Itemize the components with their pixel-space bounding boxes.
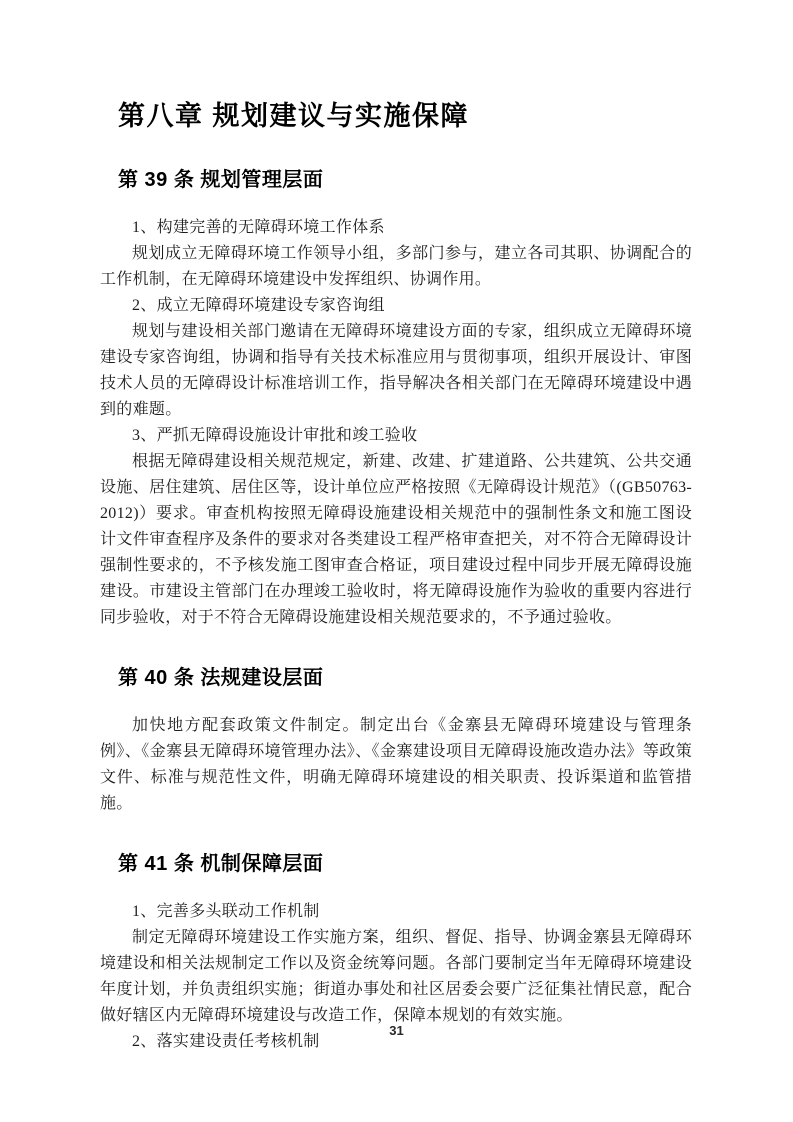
paragraph: 1、构建完善的无障碍环境工作体系	[132, 219, 385, 236]
paragraph: 1、完善多头联动工作机制	[132, 903, 320, 920]
section-40	[100, 665, 692, 817]
paragraph: 根据无障碍建设相关规范规定，新建、改建、扩建道路、公共建筑、公共交通设施、居住建筑、居住区等，设计单位应严格按照《无障碍设计规范》（(GB50763-2012)）要求。审查机构按照无障碍设施建设相关规范中的强制性条文和施工图设计文件审查程序及条件的要求对各类建设工程严格审查把关，对不符合无障碍设计强制性要求的，不予核发施工图审查合格证，项目建设过程中同步开展无障碍设施建设。市建设主管部门在办理竣工验收时，将无障碍设施作为验收的重要内容进行同步验收，对于不符合无障碍设施建设相关规范要求的，不予通过验收。	[100, 453, 692, 626]
section-40-heading: 第 40 条 法规建设层面	[118, 667, 324, 689]
page-content	[100, 98, 692, 1055]
section-39-heading: 第 39 条 规划管理层面	[118, 169, 324, 191]
paragraph: 规划成立无障碍环境工作领导小组，多部门参与，建立各司其职、协调配合的工作机制，在无障碍环境建设中发挥组织、协调作用。	[100, 245, 692, 288]
paragraph: 规划与建设相关部门邀请在无障碍环境建设方面的专家，组织成立无障碍环境建设专家咨询组，协调和指导有关技术标准应用与贯彻事项，组织开展设计、审图技术人员的无障碍设计标准培训工作，指导解决各相关部门在无障碍环境建设中遇到的难题。	[100, 323, 692, 418]
page-number: 31	[389, 1023, 404, 1038]
paragraph: 3、严抓无障碍设施设计审批和竣工验收	[132, 427, 418, 444]
paragraph: 2、落实建设责任考核机制	[132, 1033, 320, 1050]
section-41-heading: 第 41 条 机制保障层面	[118, 853, 324, 875]
paragraph: 制定无障碍环境建设工作实施方案，组织、督促、指导、协调金寨县无障碍环境建设和相关法规制定工作以及资金统筹问题。各部门要制定当年无障碍环境建设年度计划，并负责组织实施；街道办事处和社区居委会要广泛征集社情民意，配合做好辖区内无障碍环境建设与改造工作，保障本规划的有效实施。	[100, 929, 692, 1024]
chapter-title: 第八章 规划建议与实施保障	[118, 101, 470, 131]
section-39	[100, 167, 692, 631]
paragraph: 加快地方配套政策文件制定。制定出台《金寨县无障碍环境建设与管理条例》、《金寨县无障碍环境管理办法》、《金寨建设项目无障碍设施改造办法》等政策文件、标准与规范性文件，明确无障碍环境建设的相关职责、投诉渠道和监管措施。	[100, 717, 692, 812]
paragraph: 2、成立无障碍环境建设专家咨询组	[132, 297, 385, 314]
